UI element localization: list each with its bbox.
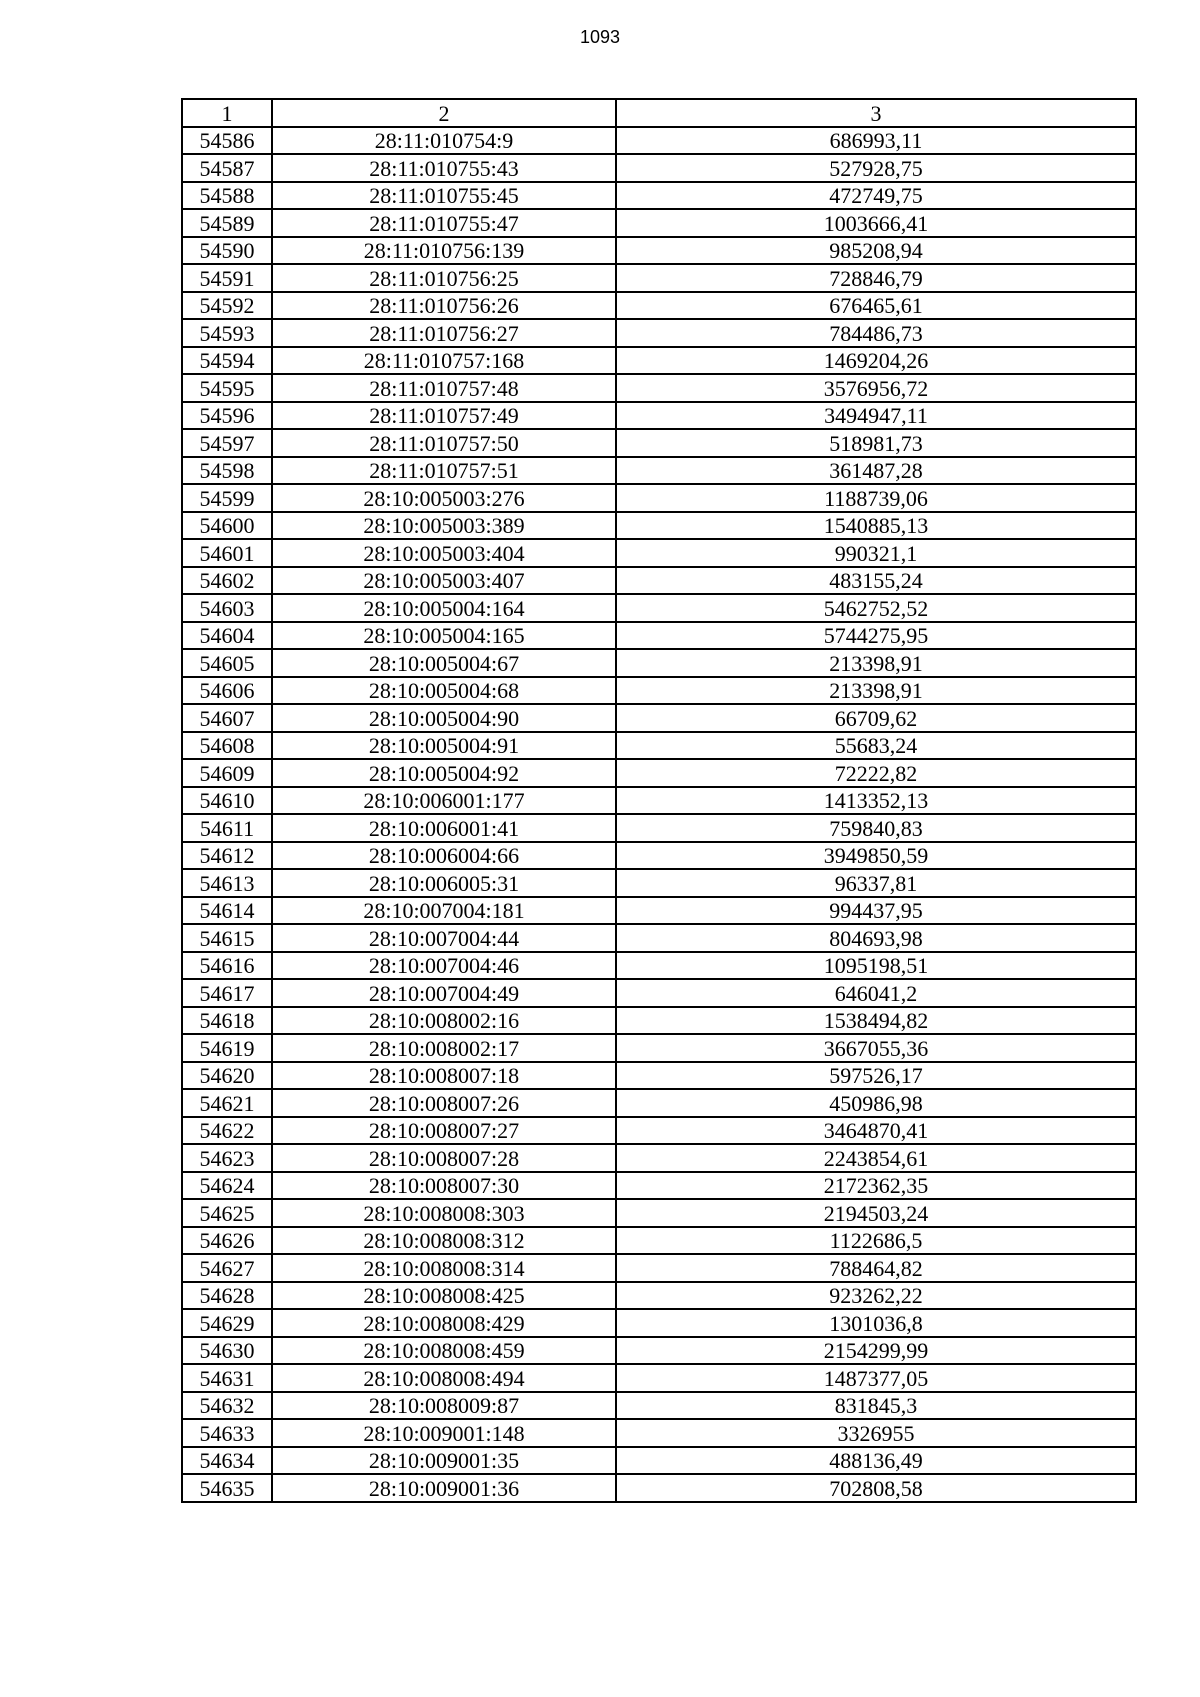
cadastral-value-cell: 213398,91 xyxy=(616,649,1136,677)
cadastral-value-cell: 788464,82 xyxy=(616,1254,1136,1282)
cadastral-value-cell: 702808,58 xyxy=(616,1474,1136,1502)
cadastral-value-cell: 1469204,26 xyxy=(616,347,1136,375)
table-row xyxy=(182,787,1136,815)
cadastral-number-cell: 28:10:006005:31 xyxy=(272,869,616,897)
row-number-cell: 54600 xyxy=(182,512,272,540)
table-row xyxy=(182,1364,1136,1392)
cadastral-value-cell: 2172362,35 xyxy=(616,1172,1136,1200)
cadastral-number-cell: 28:11:010755:43 xyxy=(272,154,616,182)
cadastral-value-cell: 728846,79 xyxy=(616,264,1136,292)
cadastral-value-cell: 3464870,41 xyxy=(616,1117,1136,1145)
cadastral-number-cell: 28:10:007004:49 xyxy=(272,979,616,1007)
row-number-cell: 54611 xyxy=(182,814,272,842)
cadastral-number-cell: 28:10:009001:148 xyxy=(272,1419,616,1447)
table-row xyxy=(182,567,1136,595)
row-number-cell: 54608 xyxy=(182,732,272,760)
cadastral-value-cell: 923262,22 xyxy=(616,1282,1136,1310)
cadastral-value-cell: 994437,95 xyxy=(616,897,1136,925)
row-number-cell: 54612 xyxy=(182,842,272,870)
cadastral-value-cell: 759840,83 xyxy=(616,814,1136,842)
cadastral-value-cell: 472749,75 xyxy=(616,182,1136,210)
cadastral-number-cell: 28:11:010755:47 xyxy=(272,209,616,237)
cadastral-number-cell: 28:11:010757:49 xyxy=(272,402,616,430)
cadastral-value-cell: 646041,2 xyxy=(616,979,1136,1007)
row-number-cell: 54631 xyxy=(182,1364,272,1392)
cadastral-value-cell: 1095198,51 xyxy=(616,952,1136,980)
row-number-cell: 54603 xyxy=(182,594,272,622)
row-number-cell: 54587 xyxy=(182,154,272,182)
row-number-cell: 54613 xyxy=(182,869,272,897)
table-row xyxy=(182,127,1136,155)
table-row xyxy=(182,1117,1136,1145)
row-number-cell: 54588 xyxy=(182,182,272,210)
row-number-cell: 54586 xyxy=(182,127,272,155)
row-number-cell: 54634 xyxy=(182,1447,272,1475)
row-number-cell: 54598 xyxy=(182,457,272,485)
cadastral-number-cell: 28:10:005004:165 xyxy=(272,622,616,650)
cadastral-number-cell: 28:10:008007:26 xyxy=(272,1089,616,1117)
cadastral-number-cell: 28:10:006001:41 xyxy=(272,814,616,842)
table-row xyxy=(182,1392,1136,1420)
row-number-cell: 54628 xyxy=(182,1282,272,1310)
cadastral-number-cell: 28:10:005004:91 xyxy=(272,732,616,760)
cadastral-number-cell: 28:10:008007:27 xyxy=(272,1117,616,1145)
row-number-cell: 54621 xyxy=(182,1089,272,1117)
cadastral-value-cell: 450986,98 xyxy=(616,1089,1136,1117)
cadastral-value-cell: 985208,94 xyxy=(616,237,1136,265)
table-row xyxy=(182,264,1136,292)
cadastral-number-cell: 28:10:008008:314 xyxy=(272,1254,616,1282)
table-row xyxy=(182,1089,1136,1117)
column-header-cadastral-number: 2 xyxy=(272,99,616,127)
table-row xyxy=(182,814,1136,842)
cadastral-value-cell: 784486,73 xyxy=(616,319,1136,347)
cadastral-value-cell: 66709,62 xyxy=(616,704,1136,732)
row-number-cell: 54599 xyxy=(182,484,272,512)
table-row xyxy=(182,1282,1136,1310)
cadastral-value-cell: 72222,82 xyxy=(616,759,1136,787)
table-row xyxy=(182,759,1136,787)
table-row xyxy=(182,512,1136,540)
row-number-cell: 54610 xyxy=(182,787,272,815)
cadastral-value-cell: 3576956,72 xyxy=(616,374,1136,402)
table-row xyxy=(182,1007,1136,1035)
page-number: 1093 xyxy=(579,27,621,47)
cadastral-number-cell: 28:11:010756:26 xyxy=(272,292,616,320)
row-number-cell: 54624 xyxy=(182,1172,272,1200)
row-number-cell: 54633 xyxy=(182,1419,272,1447)
cadastral-number-cell: 28:10:005003:407 xyxy=(272,567,616,595)
column-header-number: 1 xyxy=(182,99,272,127)
cadastral-number-cell: 28:10:009001:36 xyxy=(272,1474,616,1502)
table-row xyxy=(182,484,1136,512)
cadastral-value-cell: 831845,3 xyxy=(616,1392,1136,1420)
cadastral-value-cell: 5744275,95 xyxy=(616,622,1136,650)
table-row xyxy=(182,209,1136,237)
row-number-cell: 54614 xyxy=(182,897,272,925)
cadastral-value-cell: 3949850,59 xyxy=(616,842,1136,870)
cadastral-number-cell: 28:10:008007:18 xyxy=(272,1062,616,1090)
cadastral-number-cell: 28:10:007004:44 xyxy=(272,924,616,952)
cadastral-value-cell: 1413352,13 xyxy=(616,787,1136,815)
cadastral-value-cell: 5462752,52 xyxy=(616,594,1136,622)
row-number-cell: 54615 xyxy=(182,924,272,952)
table-header-row xyxy=(182,99,1136,127)
row-number-cell: 54609 xyxy=(182,759,272,787)
table-row xyxy=(182,869,1136,897)
table-row xyxy=(182,677,1136,705)
cadastral-number-cell: 28:10:005003:404 xyxy=(272,539,616,567)
cadastral-value-cell: 2194503,24 xyxy=(616,1199,1136,1227)
table-row xyxy=(182,594,1136,622)
row-number-cell: 54630 xyxy=(182,1337,272,1365)
cadastral-number-cell: 28:11:010757:50 xyxy=(272,429,616,457)
table-row xyxy=(182,622,1136,650)
row-number-cell: 54629 xyxy=(182,1309,272,1337)
cadastral-value-cell: 3326955 xyxy=(616,1419,1136,1447)
table-row xyxy=(182,1227,1136,1255)
row-number-cell: 54617 xyxy=(182,979,272,1007)
cadastral-number-cell: 28:11:010756:139 xyxy=(272,237,616,265)
row-number-cell: 54606 xyxy=(182,677,272,705)
cadastral-number-cell: 28:10:009001:35 xyxy=(272,1447,616,1475)
table-row xyxy=(182,1419,1136,1447)
cadastral-value-cell: 990321,1 xyxy=(616,539,1136,567)
cadastral-number-cell: 28:10:008008:459 xyxy=(272,1337,616,1365)
cadastral-value-cell: 3667055,36 xyxy=(616,1034,1136,1062)
table-row xyxy=(182,539,1136,567)
row-number-cell: 54626 xyxy=(182,1227,272,1255)
table-body xyxy=(182,127,1136,1502)
cadastral-value-cell: 483155,24 xyxy=(616,567,1136,595)
cadastral-number-cell: 28:10:008009:87 xyxy=(272,1392,616,1420)
table-row xyxy=(182,1199,1136,1227)
cadastral-number-cell: 28:10:008008:425 xyxy=(272,1282,616,1310)
table-row xyxy=(182,1062,1136,1090)
cadastral-value-cell: 518981,73 xyxy=(616,429,1136,457)
cadastral-number-cell: 28:10:007004:181 xyxy=(272,897,616,925)
cadastral-value-cell: 1188739,06 xyxy=(616,484,1136,512)
cadastral-value-cell: 676465,61 xyxy=(616,292,1136,320)
table-row xyxy=(182,732,1136,760)
table-row xyxy=(182,1034,1136,1062)
cadastral-value-cell: 2154299,99 xyxy=(616,1337,1136,1365)
row-number-cell: 54625 xyxy=(182,1199,272,1227)
table-row xyxy=(182,979,1136,1007)
cadastral-number-cell: 28:10:008007:30 xyxy=(272,1172,616,1200)
table-row xyxy=(182,704,1136,732)
cadastral-value-cell: 2243854,61 xyxy=(616,1144,1136,1172)
cadastral-number-cell: 28:10:005004:164 xyxy=(272,594,616,622)
row-number-cell: 54618 xyxy=(182,1007,272,1035)
table-row xyxy=(182,1337,1136,1365)
cadastral-number-cell: 28:10:008008:303 xyxy=(272,1199,616,1227)
row-number-cell: 54620 xyxy=(182,1062,272,1090)
row-number-cell: 54627 xyxy=(182,1254,272,1282)
table-row xyxy=(182,1447,1136,1475)
row-number-cell: 54589 xyxy=(182,209,272,237)
table-row xyxy=(182,292,1136,320)
row-number-cell: 54597 xyxy=(182,429,272,457)
table-row xyxy=(182,842,1136,870)
cadastral-number-cell: 28:11:010754:9 xyxy=(272,127,616,155)
cadastral-number-cell: 28:11:010757:48 xyxy=(272,374,616,402)
row-number-cell: 54635 xyxy=(182,1474,272,1502)
column-header-cadastral-value: 3 xyxy=(616,99,1136,127)
cadastral-number-cell: 28:10:005003:276 xyxy=(272,484,616,512)
cadastral-number-cell: 28:10:007004:46 xyxy=(272,952,616,980)
table-row xyxy=(182,897,1136,925)
cadastral-value-cell: 686993,11 xyxy=(616,127,1136,155)
table-row xyxy=(182,1254,1136,1282)
row-number-cell: 54602 xyxy=(182,567,272,595)
cadastral-number-cell: 28:11:010757:51 xyxy=(272,457,616,485)
cadastral-value-cell: 1301036,8 xyxy=(616,1309,1136,1337)
cadastral-number-cell: 28:10:005004:68 xyxy=(272,677,616,705)
table-row xyxy=(182,1144,1136,1172)
row-number-cell: 54596 xyxy=(182,402,272,430)
table-row xyxy=(182,319,1136,347)
row-number-cell: 54622 xyxy=(182,1117,272,1145)
cadastral-value-cell: 488136,49 xyxy=(616,1447,1136,1475)
row-number-cell: 54604 xyxy=(182,622,272,650)
cadastral-number-cell: 28:10:008007:28 xyxy=(272,1144,616,1172)
cadastral-value-cell: 55683,24 xyxy=(616,732,1136,760)
cadastral-value-cell: 1003666,41 xyxy=(616,209,1136,237)
row-number-cell: 54601 xyxy=(182,539,272,567)
row-number-cell: 54594 xyxy=(182,347,272,375)
cadastral-number-cell: 28:10:008002:16 xyxy=(272,1007,616,1035)
table-row xyxy=(182,182,1136,210)
cadastral-value-cell: 1487377,05 xyxy=(616,1364,1136,1392)
table-row xyxy=(182,237,1136,265)
cadastral-number-cell: 28:10:006001:177 xyxy=(272,787,616,815)
cadastral-number-cell: 28:11:010756:25 xyxy=(272,264,616,292)
cadastral-value-cell: 527928,75 xyxy=(616,154,1136,182)
cadastral-value-cell: 3494947,11 xyxy=(616,402,1136,430)
cadastral-value-table xyxy=(181,98,1137,1503)
table-row xyxy=(182,154,1136,182)
cadastral-value-cell: 804693,98 xyxy=(616,924,1136,952)
cadastral-number-cell: 28:11:010755:45 xyxy=(272,182,616,210)
row-number-cell: 54593 xyxy=(182,319,272,347)
row-number-cell: 54619 xyxy=(182,1034,272,1062)
cadastral-number-cell: 28:10:005004:67 xyxy=(272,649,616,677)
cadastral-number-cell: 28:10:008002:17 xyxy=(272,1034,616,1062)
table-row xyxy=(182,402,1136,430)
row-number-cell: 54590 xyxy=(182,237,272,265)
row-number-cell: 54591 xyxy=(182,264,272,292)
cadastral-number-cell: 28:10:005003:389 xyxy=(272,512,616,540)
cadastral-number-cell: 28:10:005004:92 xyxy=(272,759,616,787)
row-number-cell: 54607 xyxy=(182,704,272,732)
table-row xyxy=(182,924,1136,952)
cadastral-value-cell: 597526,17 xyxy=(616,1062,1136,1090)
row-number-cell: 54592 xyxy=(182,292,272,320)
table-row xyxy=(182,1309,1136,1337)
table-row xyxy=(182,374,1136,402)
cadastral-number-cell: 28:10:005004:90 xyxy=(272,704,616,732)
cadastral-number-cell: 28:10:008008:429 xyxy=(272,1309,616,1337)
table-row xyxy=(182,429,1136,457)
row-number-cell: 54605 xyxy=(182,649,272,677)
table-row xyxy=(182,952,1136,980)
cadastral-value-cell: 361487,28 xyxy=(616,457,1136,485)
cadastral-number-cell: 28:10:006004:66 xyxy=(272,842,616,870)
cadastral-value-cell: 1540885,13 xyxy=(616,512,1136,540)
cadastral-value-cell: 1538494,82 xyxy=(616,1007,1136,1035)
cadastral-value-cell: 96337,81 xyxy=(616,869,1136,897)
cadastral-value-cell: 213398,91 xyxy=(616,677,1136,705)
cadastral-number-cell: 28:10:008008:312 xyxy=(272,1227,616,1255)
cadastral-number-cell: 28:11:010756:27 xyxy=(272,319,616,347)
table-row xyxy=(182,347,1136,375)
row-number-cell: 54623 xyxy=(182,1144,272,1172)
table-row xyxy=(182,457,1136,485)
table-row xyxy=(182,649,1136,677)
cadastral-value-cell: 1122686,5 xyxy=(616,1227,1136,1255)
cadastral-number-cell: 28:11:010757:168 xyxy=(272,347,616,375)
cadastral-number-cell: 28:10:008008:494 xyxy=(272,1364,616,1392)
table-row xyxy=(182,1474,1136,1502)
row-number-cell: 54616 xyxy=(182,952,272,980)
table-row xyxy=(182,1172,1136,1200)
row-number-cell: 54595 xyxy=(182,374,272,402)
row-number-cell: 54632 xyxy=(182,1392,272,1420)
